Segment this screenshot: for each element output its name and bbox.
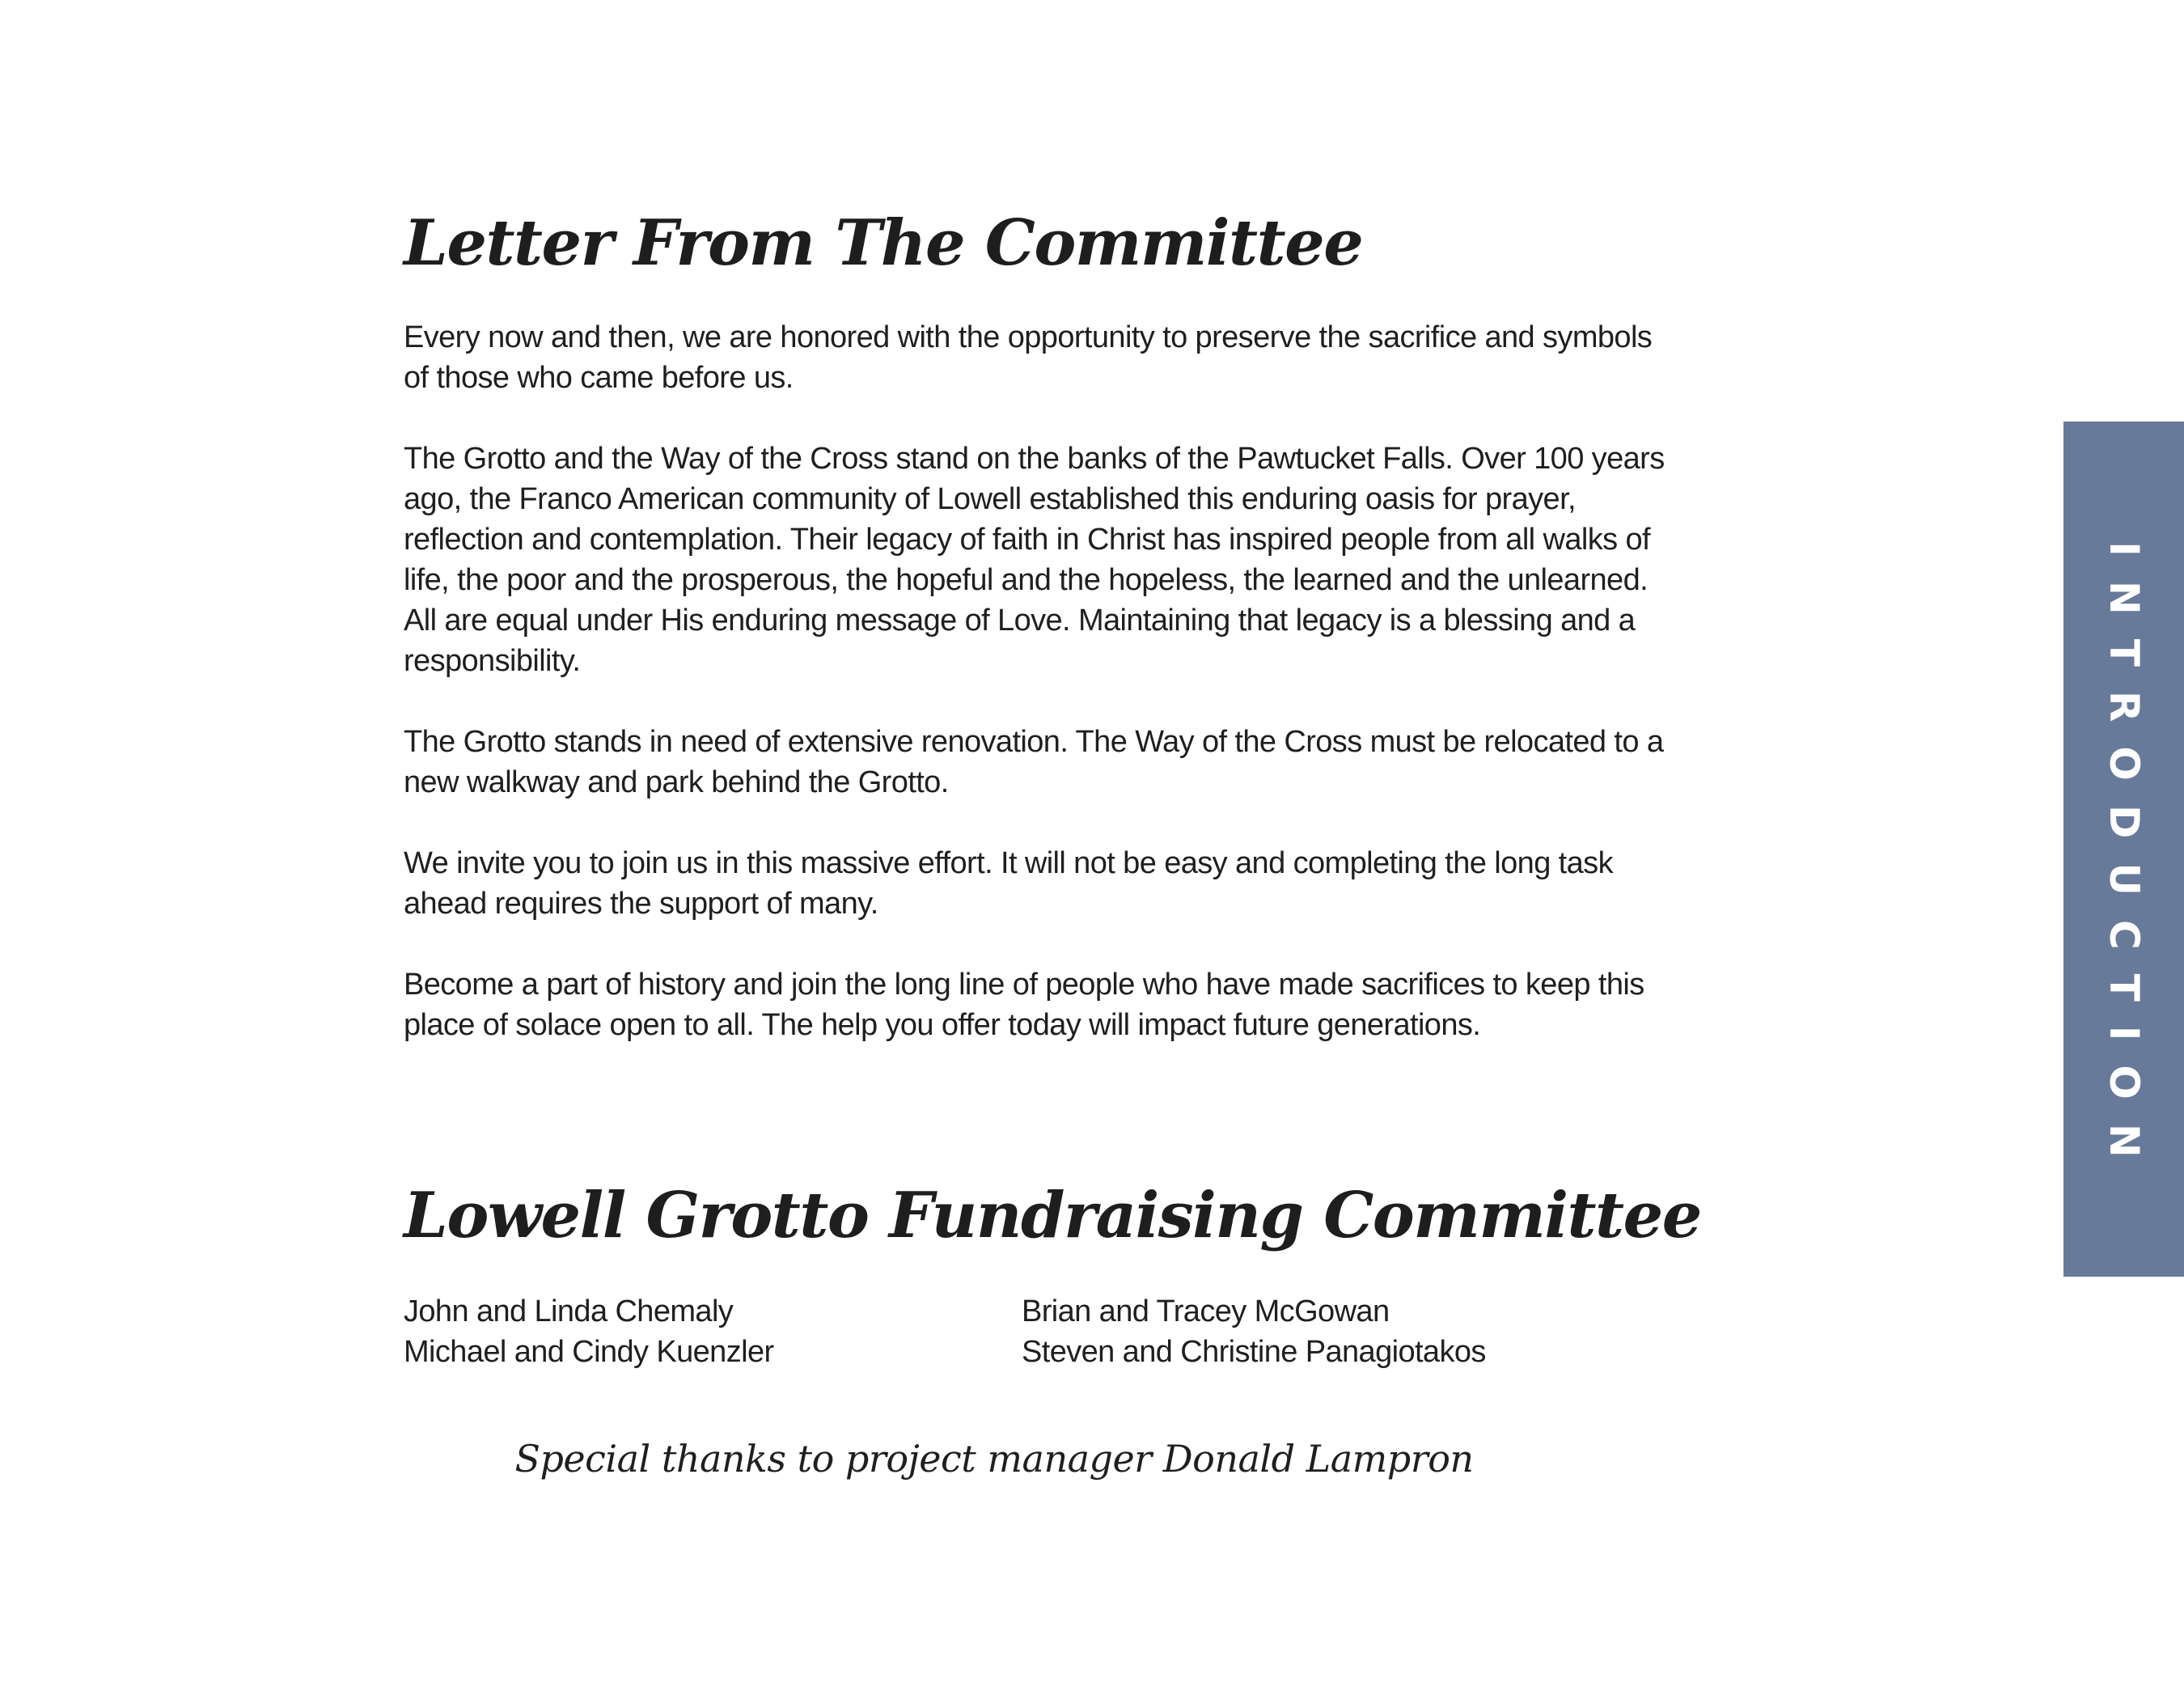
section-tab-label: INTRODUCTION: [2100, 540, 2148, 1182]
letter-paragraph: We invite you to join us in this massive effort. It will not be easy and completing the long task ahead requires the support of many.: [404, 846, 1613, 921]
letter-title: Letter From The Committee: [404, 206, 1363, 280]
committee-member: Steven and Christine Panagiotakos: [1022, 1335, 1486, 1369]
letter-paragraph: The Grotto and the Way of the Cross stand on the banks of the Pawtucket Falls. Over 100 years ago, the Franco American community of Lowell established this enduring oasis for prayer, reflection and contemplation. Their legacy of faith in Christ has inspired people from all walks of life, the poor and the prosperous, the hopeful and the hopeless, the learned and the unlearned. All are equal under His enduring message of Love. Maintaining that legacy is a blessing and a responsibility.: [404, 442, 1665, 678]
committee-title: Lowell Grotto Fundraising Committee: [404, 1179, 1701, 1252]
letter-paragraph: Every now and then, we are honored with the opportunity to preserve the sacrifice and symbols of those who came before us.: [404, 320, 1653, 395]
special-thanks: Special thanks to project manager Donald Lampron: [514, 1437, 1474, 1481]
section-tab: [2063, 422, 2184, 1277]
letter-body: [404, 317, 1666, 1045]
letter-paragraph: Become a part of history and join the long line of people who have made sacrifices to keep this place of solace open to all. The help you offer today will impact future generations.: [404, 968, 1644, 1042]
committee-member: Michael and Cindy Kuenzler: [404, 1335, 774, 1369]
committee-member: Brian and Tracey McGowan: [1022, 1294, 1390, 1328]
letter-paragraph: The Grotto stands in need of extensive renovation. The Way of the Cross must be relocated to a new walkway and park behind the Grotto.: [404, 725, 1664, 799]
committee-member: John and Linda Chemaly: [404, 1294, 734, 1328]
